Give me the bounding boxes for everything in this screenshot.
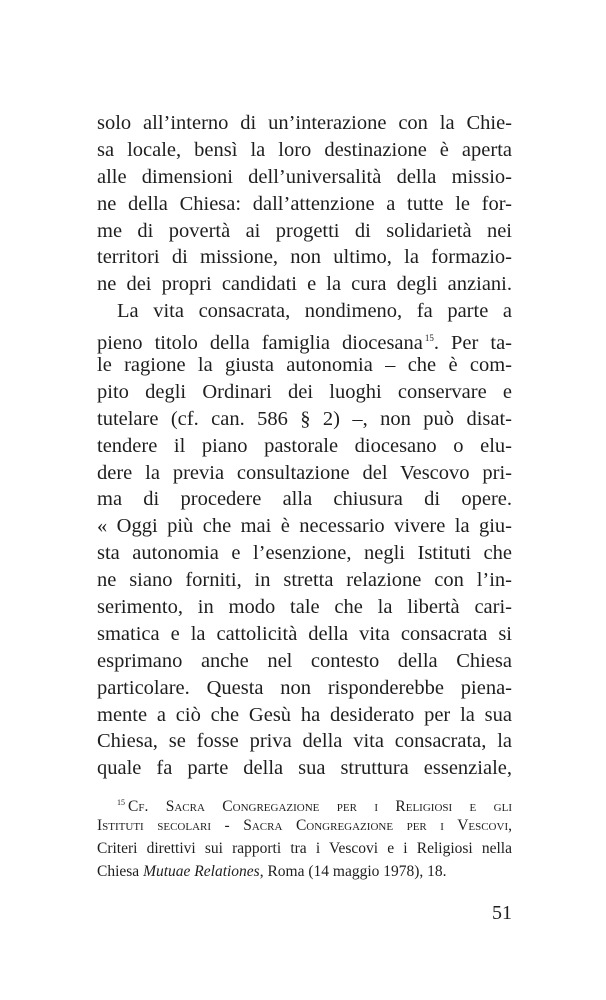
- text-line: sta autonomia e l’esenzione, negli Istituti che: [97, 542, 512, 565]
- text-line: serimento, in modo tale che la libertà cari-: [97, 596, 512, 619]
- text-segment: . Per ta-: [433, 332, 512, 355]
- text-line: quale fa parte della sua struttura essenziale,: [97, 757, 512, 780]
- text-line: ne della Chiesa: dall’attenzione a tutte le for-: [97, 192, 512, 215]
- text-line: le ragione la giusta autonomia – che è com-: [97, 354, 512, 377]
- footnote-line: [97, 860, 512, 883]
- text-line: Chiesa, se fosse priva della vita consacrata, la: [97, 730, 512, 753]
- footnote-document-title: Mutuae Relationes: [143, 863, 260, 880]
- text-line: [97, 325, 512, 355]
- footnote-reference[interactable]: 15: [424, 333, 434, 344]
- text-line: ma di procedere alla chiusura di opere.: [97, 488, 512, 511]
- text-line: alle dimensioni dell’universalità della missio-: [97, 165, 512, 188]
- body-text: [97, 110, 512, 782]
- text-line: pito degli Ordinari dei luoghi conservare e: [97, 380, 512, 403]
- footnote: [97, 791, 512, 883]
- paragraph-2: [97, 298, 512, 782]
- footnote-line: Criteri direttivi sui rapporti tra i Vescovi e i Religiosi nella: [97, 840, 512, 857]
- footnote-text: Cf. Sacra Congregazione per i Religiosi e gli: [128, 798, 512, 815]
- page-number: 51: [492, 902, 512, 924]
- footnote-text: , Roma (14 maggio 1978), 18.: [259, 863, 447, 880]
- footnote-text: Chiesa: [97, 863, 140, 880]
- text-line: particolare. Questa non risponderebbe piena-: [97, 676, 512, 699]
- text-line: « Oggi più che mai è necessario vivere la giu-: [97, 515, 512, 538]
- text-line: esprimano anche nel contesto della Chiesa: [97, 649, 512, 672]
- footnote-line: [97, 791, 512, 814]
- text-line: dere la previa consultazione del Vescovo pri-: [97, 461, 512, 484]
- text-line: La vita consacrata, nondimeno, fa parte a: [117, 300, 512, 323]
- footnote-line: Istituti secolari - Sacra Congregazione per i Vescovi,: [97, 817, 512, 834]
- text-line: ne dei propri candidati e la cura degli anziani.: [97, 273, 512, 296]
- text-segment: pieno titolo della famiglia diocesana: [97, 332, 423, 355]
- text-line: tendere il piano pastorale diocesano o elu-: [97, 434, 512, 457]
- text-line: solo all’interno di un’interazione con la Chie-: [97, 112, 512, 134]
- text-line: tutelare (cf. can. 586 § 2) –, non può disat-: [97, 407, 512, 430]
- text-line: sa locale, bensì la loro destinazione è aperta: [97, 138, 512, 161]
- footnote-number: 15: [117, 798, 125, 807]
- text-line: smatica e la cattolicità della vita consacrata si: [97, 622, 512, 645]
- text-line: mente a ciò che Gesù ha desiderato per la sua: [97, 703, 512, 726]
- text-line: ne siano forniti, in stretta relazione con l’in-: [97, 569, 512, 592]
- text-line: territori di missione, non ultimo, la formazio-: [97, 246, 512, 269]
- paragraph-1: [97, 110, 512, 298]
- text-line: me di povertà ai progetti di solidarietà nei: [97, 219, 512, 242]
